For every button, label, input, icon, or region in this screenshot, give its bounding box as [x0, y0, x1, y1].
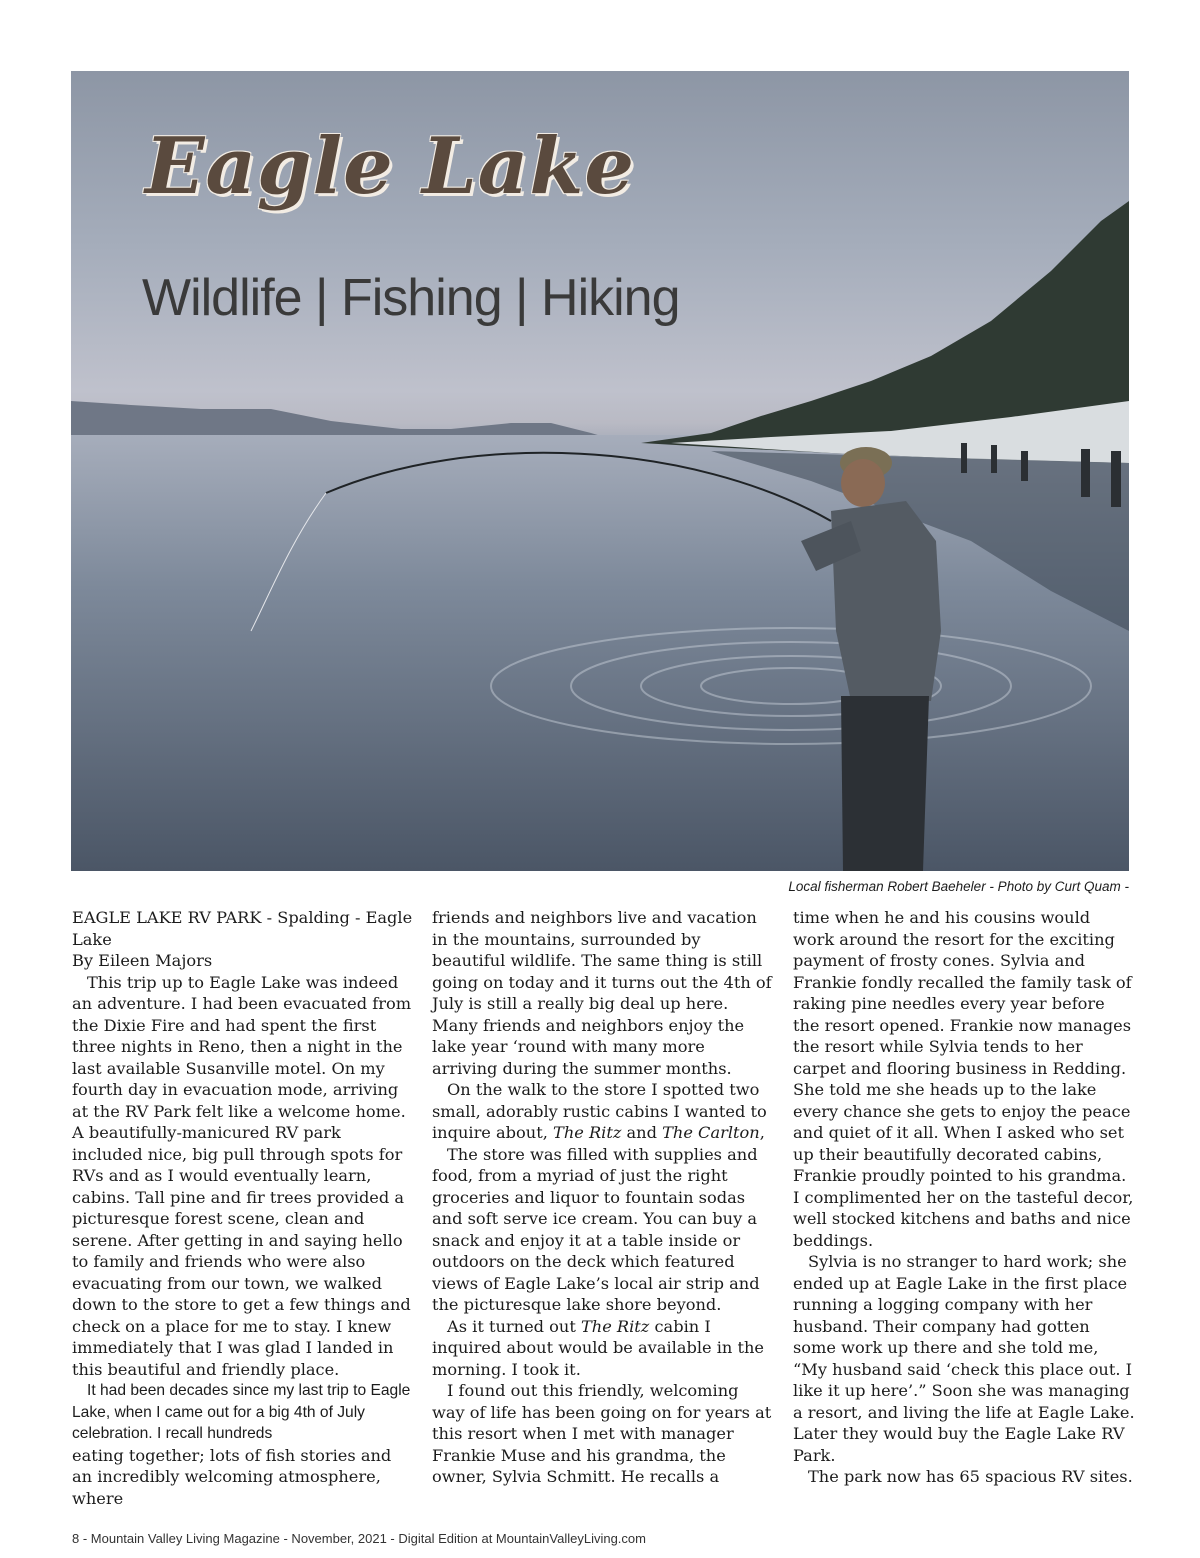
page-subtitle: Wildlife | Fishing | Hiking — [142, 269, 680, 327]
paragraph: It had been decades since my last trip to Eagle Lake, when I came out for a big 4th of July celebration. I recall hundreds — [72, 1382, 411, 1442]
article-byline: By Eileen Majors — [72, 951, 213, 970]
article-heading: EAGLE LAKE RV PARK - Spalding - Eagle Lake — [72, 908, 413, 949]
paragraph: On the walk to the store I spotted two small, adorably rustic cabins I wanted to inquire about, The Ritz and The Carlton, — [432, 1080, 767, 1142]
article-column-2 — [432, 907, 774, 1488]
paragraph: Sylvia is no stranger to hard work; she ended up at Eagle Lake in the first place running a logging company with her husband. Their company had gotten some work up there and she told me, “My husband said ‘check this place out. I like it up here’.” Soon she was managing a resort, and living the life at Eagle Lake. Later they would buy the Eagle Lake RV Park. — [793, 1252, 1135, 1465]
cabin-name: The Ritz — [580, 1316, 650, 1336]
page-title: Eagle Lake — [145, 121, 635, 212]
paragraph: friends and neighbors live and vacation in the mountains, surrounded by beautiful wildlife. The same thing is still going on today and it turns out the 4th of July is still a really big deal up here. Many friends and neighbors enjoy the lake year ‘round with many more arriving during the summer months. — [432, 908, 772, 1078]
cabin-name: The Ritz — [553, 1123, 622, 1142]
distant-hills — [71, 401, 611, 439]
paragraph: The park now has 65 spacious RV sites. — [808, 1467, 1133, 1486]
cabin-name: The Carlton — [662, 1123, 760, 1142]
article-column-1 — [72, 907, 414, 1509]
paragraph: eating together; lots of fish stories and an incredibly welcoming atmosphere, where — [72, 1445, 392, 1508]
paragraph: time when he and his cousins would work around the resort for the exciting payment of frosty cones. Sylvia and Frankie fondly recalled the family task of raking pine needles every year before the resort opened. Frankie now manages the resort while Sylvia tends to her carpet and flooring business in Redding. She told me she heads up to the lake every chance she gets to enjoy the peace and quiet of it all. When I asked who set up their beautifully decorated cabins, Frankie proudly pointed to his grandma. I complimented her on the tasteful decor, well stocked kitchens and baths and nice beddings. — [793, 908, 1134, 1250]
page-footer: 8 - Mountain Valley Living Magazine - November, 2021 - Digital Edition at MountainValleyLiving.com — [72, 1531, 646, 1546]
paragraph: This trip up to Eagle Lake was indeed an adventure. I had been evacuated from the Dixie Fire and had spent the first three nights in Reno, then a night in the last available Susanville motel. On my fourth day in evacuation mode, arriving at the RV Park felt like a welcome home. A beautifully-manicured RV park included nice, big pull through spots for RVs and as I would eventually learn, cabins. Tall pine and fir trees provided a picturesque forest scene, clean and serene. After getting in and saying hello to family and friends who were also evacuating from our town, we walked down to the store to get a few things and check on a place for me to stay. I knew immediately that I was glad I landed in this beautiful and friendly place. — [72, 972, 412, 1379]
paragraph: The store was filled with supplies and food, from a myriad of just the right groceries and liquor to fountain sodas and soft serve ice cream. You can buy a snack and enjoy it at a table inside or outdoors on the deck which featured views of Eagle Lake’s local air strip and the picturesque lake shore beyond. — [432, 1144, 760, 1314]
photo-caption: Local fisherman Robert Baeheler - Photo by Curt Quam - — [788, 879, 1129, 894]
article-column-3 — [793, 907, 1135, 1488]
hero-photo — [71, 71, 1129, 871]
paragraph: I found out this friendly, welcoming way of life has been going on for years at this resort when I met with manager Frankie Muse and his grandma, the owner, Sylvia Schmitt. He recalls a — [432, 1381, 772, 1486]
paragraph: As it turned out The Ritz cabin I inquired about would be available in the morning. I took it. — [432, 1316, 765, 1379]
